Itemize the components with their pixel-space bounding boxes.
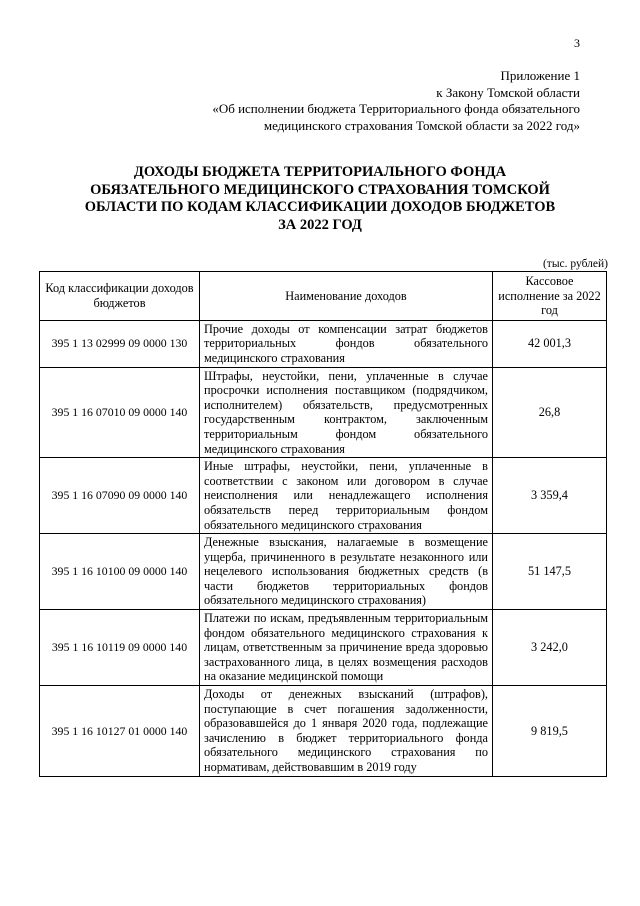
page-number: 3 [574, 36, 580, 50]
header-amount: Кассовое исполнение за 2022 год [493, 272, 607, 321]
row-code: 395 1 16 10127 01 0000 140 [40, 686, 200, 777]
row-amount: 26,8 [493, 367, 607, 458]
table-row [40, 458, 607, 534]
row-code: 395 1 13 02999 09 0000 130 [40, 320, 200, 367]
row-name: Платежи по искам, предъявленным территориальным фондом обязательного медицинского страхования к лицам, ответственным за причинение вреда здоровью застрахованного лица, в целях возмещения расходов на оказание медицинской помощи [200, 610, 493, 686]
table-row [40, 610, 607, 686]
document-title [60, 164, 580, 234]
table-row [40, 320, 607, 367]
appendix-line: «Об исполнении бюджета Территориального фонда обязательного [212, 101, 580, 116]
row-amount: 42 001,3 [493, 320, 607, 367]
table-row [40, 534, 607, 610]
row-code: 395 1 16 07010 09 0000 140 [40, 367, 200, 458]
title-line: ОБЛАСТИ ПО КОДАМ КЛАССИФИКАЦИИ ДОХОДОВ БЮДЖЕТОВ [84, 199, 556, 215]
row-name: Иные штрафы, неустойки, пени, уплаченные в соответствии с законом или договором в случае неисполнения или ненадлежащего исполнения обязательств перед территориальным фондом обязательного медицинского страхования [200, 458, 493, 534]
unit-label: (тыс. рублей) [542, 258, 608, 270]
title-line: ОБЯЗАТЕЛЬНОГО МЕДИЦИНСКОГО СТРАХОВАНИЯ ТОМСКОЙ [90, 181, 550, 198]
row-name: Штрафы, неустойки, пени, уплаченные в случае просрочки исполнения поставщиком (подрядчиком, исполнителем) обязательств, предусмотренных государственным контрактом, заключенным территориальным фондом обязательного медицинского страхования [200, 367, 493, 458]
income-table [39, 271, 607, 777]
header-code: Код классификации доходов бюджетов [40, 272, 200, 321]
row-code: 395 1 16 10119 09 0000 140 [40, 610, 200, 686]
row-name: Прочие доходы от компенсации затрат бюджетов территориальных фондов обязательного медицинского страхования [200, 320, 493, 367]
row-code: 395 1 16 07090 09 0000 140 [40, 458, 200, 534]
table-row [40, 367, 607, 458]
table-row [40, 686, 607, 777]
table-header-row [40, 272, 607, 321]
appendix-line: к Закону Томской области [436, 84, 580, 100]
row-code: 395 1 16 10100 09 0000 140 [40, 534, 200, 610]
row-name: Доходы от денежных взысканий (штрафов), поступающие в счет погашения задолженности, образовавшейся до 1 января 2020 года, подлежащие зачислению в бюджет территориального фонда обязательного медицинского страхования по нормативам, действовавшим в 2019 году [200, 686, 493, 777]
row-amount: 3 359,4 [493, 458, 607, 534]
appendix-line: Приложение 1 [500, 68, 580, 83]
appendix-note [160, 68, 580, 134]
title-line: ДОХОДЫ БЮДЖЕТА ТЕРРИТОРИАЛЬНОГО ФОНДА [133, 164, 507, 180]
appendix-line: медицинского страхования Томской области за 2022 год» [263, 117, 580, 133]
row-amount: 3 242,0 [493, 610, 607, 686]
row-name: Денежные взыскания, налагаемые в возмещение ущерба, причиненного в результате незаконного или нецелевого использования бюджетных средств (в части бюджетов территориальных фондов обязательного медицинского страхования) [200, 534, 493, 610]
row-amount: 9 819,5 [493, 686, 607, 777]
title-line: ЗА 2022 ГОД [278, 216, 362, 233]
header-name: Наименование доходов [200, 272, 493, 321]
row-amount: 51 147,5 [493, 534, 607, 610]
